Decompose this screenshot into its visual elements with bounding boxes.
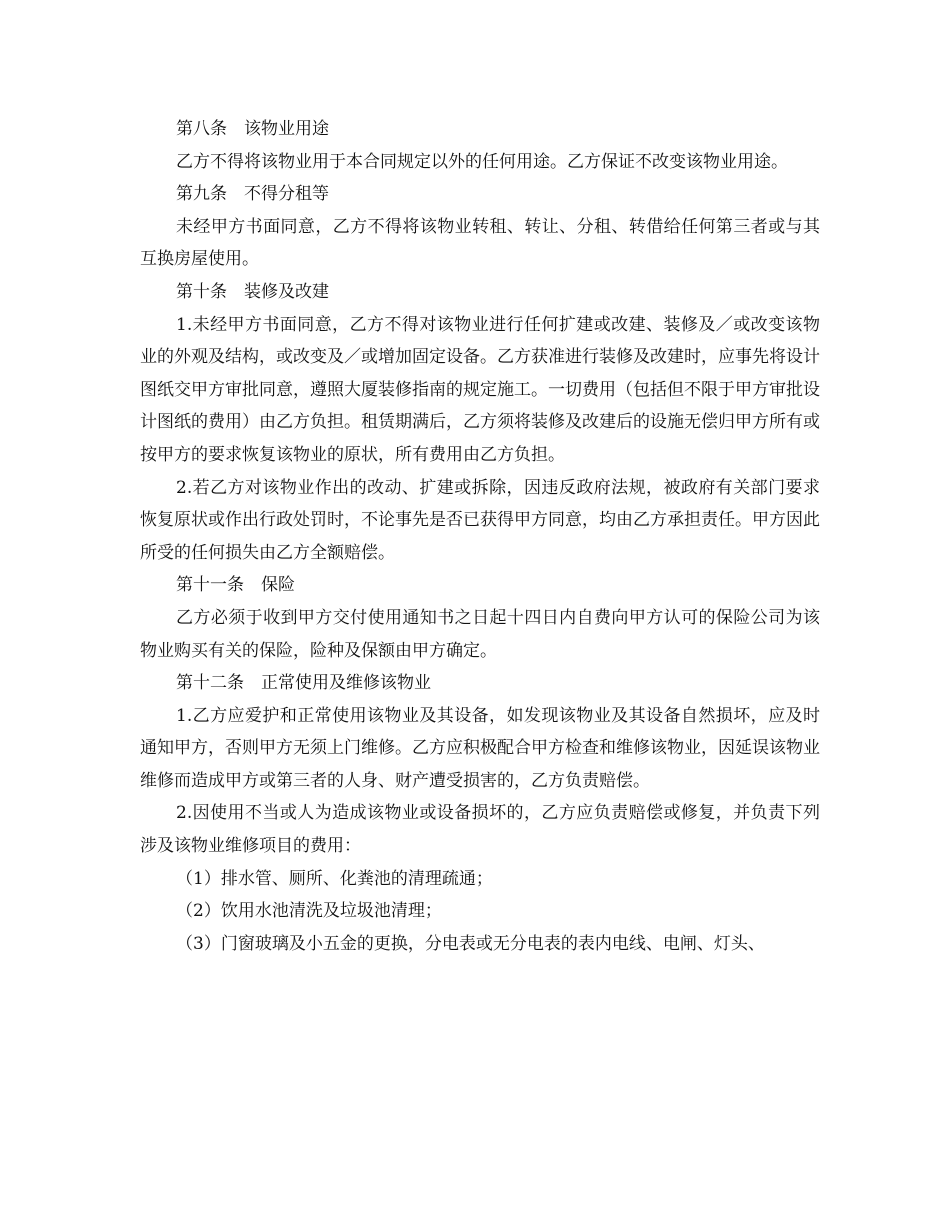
clause-heading-8: 第八条 该物业用途	[176, 119, 329, 139]
clause-12-item-1: 1.乙方应爱护和正常使用该物业及其设备，如发现该物业及其设备自然损坏，应及时通知甲方，否则甲方无须上门维修。乙方应积极配合甲方检查和维修该物业，因延误该物业维修而造成甲方或第三者的人身、财产遭受损害的，乙方负责赔偿。	[140, 705, 820, 791]
clause-heading-10: 第十条 装修及改建	[176, 281, 329, 302]
clause-12-item-2: 2.因使用不当或人为造成该物业或设备损坏的，乙方应负责赔偿或修复，并负责下列涉及该物业维修项目的费用：	[140, 803, 820, 857]
list-item-2: （2）饮用水池清洗及垃圾池清理；	[176, 901, 442, 922]
clause-heading-12: 第十二条 正常使用及维修该物业	[176, 673, 431, 694]
document-body	[140, 113, 820, 960]
clause-heading-9: 第九条 不得分租等	[176, 184, 329, 205]
clause-10-item-2: 2.若乙方对该物业作出的改动、扩建或拆除，因违反政府法规，被政府有关部门要求恢复原状或作出行政处罚时，不论事先是否已获得甲方同意，均由乙方承担责任。甲方因此所受的任何损失由乙方全额赔偿。	[140, 477, 820, 563]
clause-9-paragraph: 未经甲方书面同意，乙方不得将该物业转租、转让、分租、转借给任何第三者或与其互换房屋使用。	[140, 216, 820, 270]
list-item-3: （3）门窗玻璃及小五金的更换，分电表或无分电表的表内电线、电闸、灯头、	[176, 933, 765, 954]
clause-10-item-1: 1.未经甲方书面同意，乙方不得对该物业进行任何扩建或改建、装修及／或改变该物业的外观及结构，或改变及／或增加固定设备。乙方获准进行装修及改建时，应事先将设计图纸交甲方审批同意，遵照大厦装修指南的规定施工。一切费用（包括但不限于甲方审批设计图纸的费用）由乙方负担。租赁期满后，乙方须将装修及改建后的设施无偿归甲方所有或按甲方的要求恢复该物业的原状，所有费用由乙方负担。	[140, 314, 820, 465]
list-item-1: （1）排水管、厕所、化粪池的清理疏通；	[176, 868, 493, 889]
clause-11-paragraph: 乙方必须于收到甲方交付使用通知书之日起十四日内自费向甲方认可的保险公司为该物业购买有关的保险，险种及保额由甲方确定。	[140, 607, 820, 661]
clause-heading-11: 第十一条 保险	[176, 575, 295, 596]
clause-8-paragraph: 乙方不得将该物业用于本合同规定以外的任何用途。乙方保证不改变该物业用途。	[176, 151, 788, 172]
